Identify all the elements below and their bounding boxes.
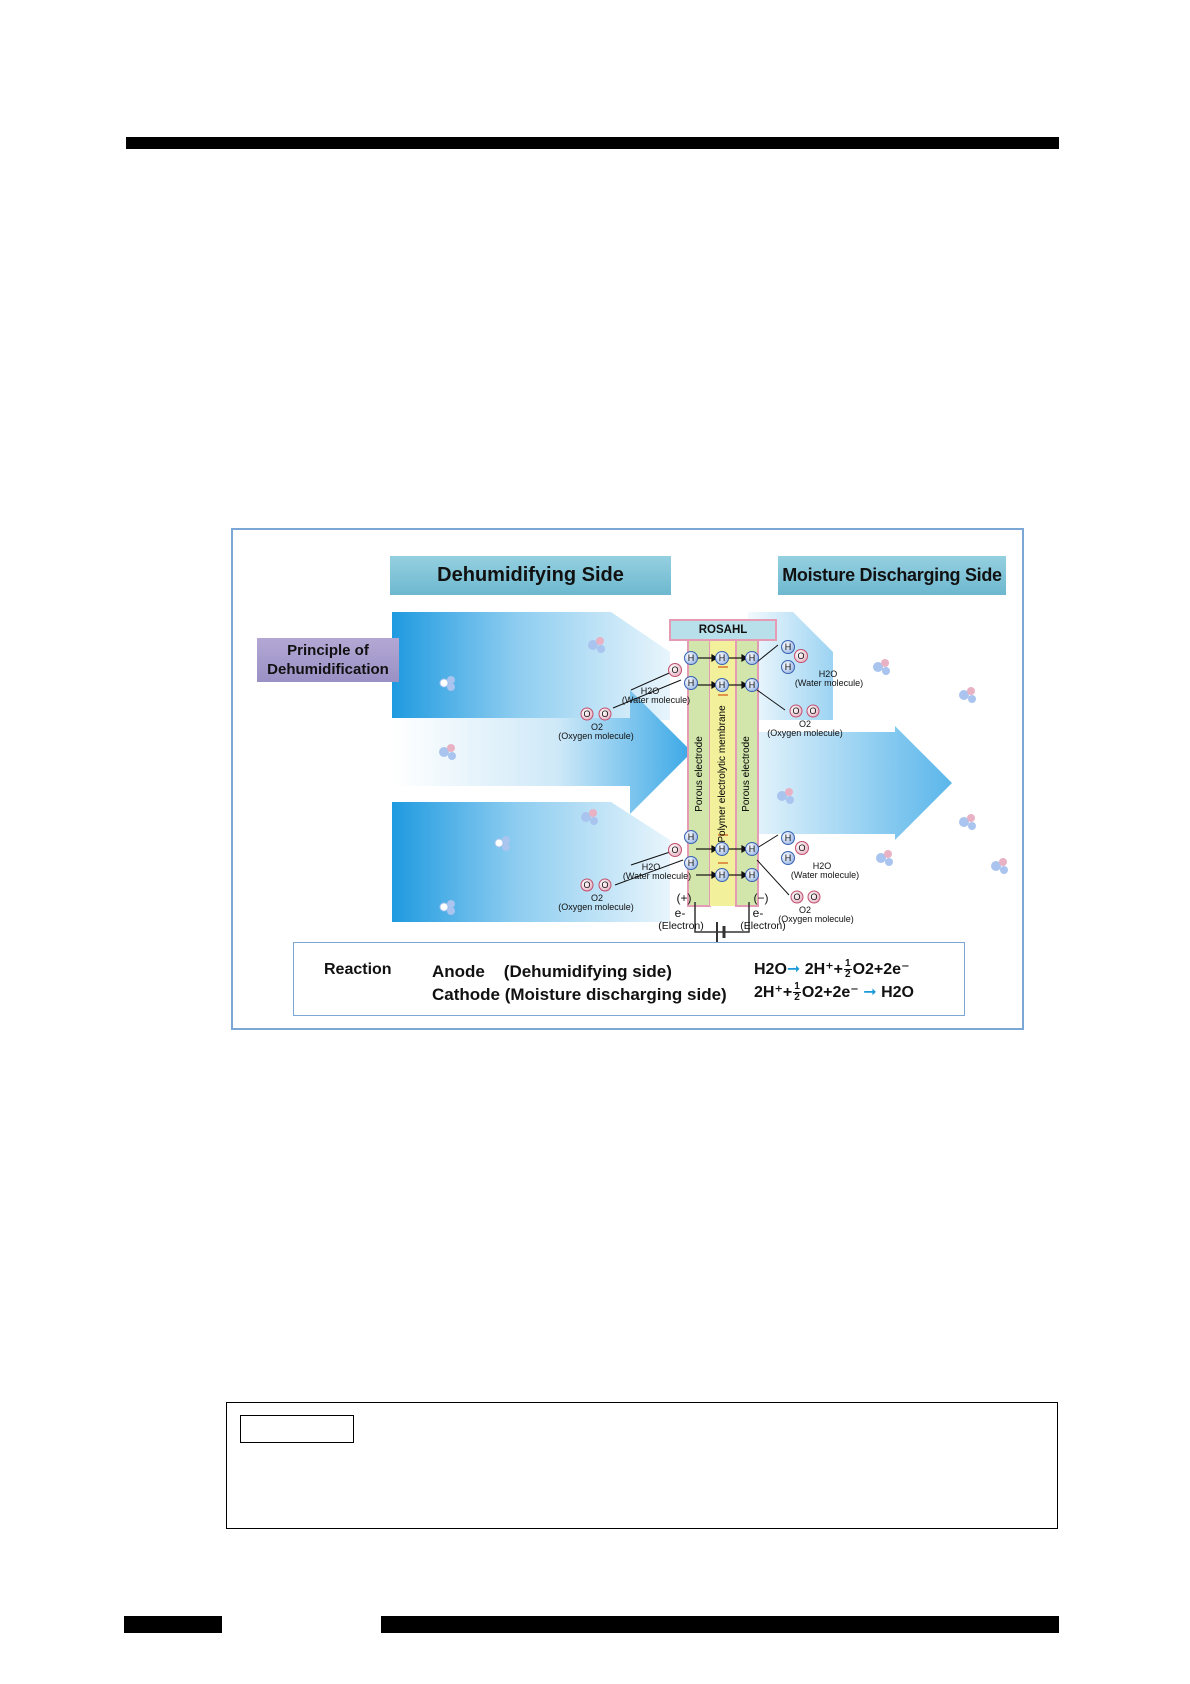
atom-h: H: [748, 653, 756, 663]
porous-electrode-left-label: Porous electrode: [694, 736, 705, 812]
cathode-lhs-b: O2+2e⁻: [801, 984, 859, 1001]
half-fraction: [844, 959, 852, 980]
negative-terminal: (−): [753, 891, 769, 905]
atom-o: O: [601, 880, 609, 890]
bottom-rule-right: [381, 1616, 1059, 1633]
atom-h: H: [748, 870, 756, 880]
anode-label: Anode (Dehumidifying side): [432, 962, 672, 981]
top-rule: [126, 137, 1059, 149]
atom-h: H: [687, 678, 695, 688]
oxygen-molecule-label: (Oxygen molecule): [778, 914, 854, 924]
electron-label-left: (Electron): [658, 920, 704, 932]
atom-h: H: [748, 844, 756, 854]
atom-o: O: [792, 706, 800, 716]
atom-h: H: [784, 853, 792, 863]
rosahl-label: ROSAHL: [698, 624, 748, 636]
atom-h: H: [718, 844, 726, 854]
oxygen-molecule-label: (Oxygen molecule): [558, 731, 634, 741]
o2-label: O2: [798, 719, 811, 729]
oxygen-molecule-label: (Oxygen molecule): [767, 728, 843, 738]
atom-h: H: [687, 858, 695, 868]
h2o-label: H2O: [640, 686, 660, 696]
arrow-icon: ➞: [863, 984, 877, 1001]
polymer-membrane-label: Polymer electrolytic membrane: [717, 705, 728, 843]
atom-h: H: [718, 680, 726, 690]
cathode-rhs: H2O: [881, 984, 914, 1001]
water-molecule-label: (Water molecule): [794, 678, 864, 688]
atom-h: H: [718, 870, 726, 880]
cathode-lhs-a: 2H⁺+: [754, 984, 793, 1001]
reaction-title: Reaction: [324, 961, 392, 978]
atom-h: H: [687, 832, 695, 842]
h2o-label: H2O: [641, 862, 661, 872]
atom-h: H: [748, 680, 756, 690]
half-fraction: [793, 982, 801, 1003]
water-molecule-label: (Water molecule): [790, 870, 860, 880]
atom-o: O: [809, 706, 817, 716]
frac-den: 2: [845, 969, 851, 981]
atom-h: H: [687, 653, 695, 663]
principle-of-dehumidification-label: Principle of Dehumidification: [257, 638, 399, 682]
o2-label: O2: [798, 905, 811, 915]
atom-h: H: [784, 642, 792, 652]
anode-rhs-b: O2+2e⁻: [852, 961, 910, 978]
atom-o: O: [797, 651, 805, 661]
frac-num: 1: [845, 958, 851, 970]
oxygen-molecule-label: (Oxygen molecule): [558, 902, 634, 912]
dehumidifying-side-header: Dehumidifying Side: [390, 556, 671, 595]
h2o-label: H2O: [818, 669, 838, 679]
atom-o: O: [793, 892, 801, 902]
positive-terminal: (+): [676, 891, 692, 905]
frac-den: 2: [794, 992, 800, 1004]
o2-label: O2: [590, 893, 603, 903]
atom-o: O: [798, 843, 806, 853]
atom-o: O: [671, 845, 679, 855]
porous-electrode-right-label: Porous electrode: [741, 736, 752, 812]
reaction-box: [293, 942, 965, 1016]
o2-label: O2: [590, 722, 603, 732]
atom-h: H: [718, 653, 726, 663]
h2o-label: H2O: [812, 861, 832, 871]
bottom-rule-left: [124, 1616, 222, 1633]
cathode-label: Cathode (Moisture discharging side): [432, 985, 727, 1004]
anode-rhs-a: 2H⁺+: [804, 961, 844, 978]
electron-label-right: (Electron): [740, 920, 786, 932]
frac-num: 1: [794, 981, 800, 993]
water-molecule-label: (Water molecule): [621, 695, 691, 705]
atom-h: H: [784, 662, 792, 672]
atom-o: O: [583, 880, 591, 890]
atom-o: O: [583, 709, 591, 719]
cathode-equation: [754, 982, 914, 1003]
dehumidification-figure: [231, 528, 1024, 1030]
atom-o: O: [671, 665, 679, 675]
note-tab: [240, 1415, 354, 1443]
water-molecule-label: (Water molecule): [622, 871, 692, 881]
atom-h: H: [784, 833, 792, 843]
moisture-discharging-side-header: Moisture Discharging Side: [778, 556, 1006, 595]
atom-o: O: [601, 709, 609, 719]
anode-equation: [754, 959, 910, 980]
electron-symbol-left: e-: [674, 906, 686, 920]
arrow-icon: ➞: [786, 961, 801, 978]
atom-o: O: [810, 892, 818, 902]
anode-lhs: H2O: [754, 961, 787, 978]
note-box: [226, 1402, 1058, 1529]
discharging-arrow: [748, 726, 952, 840]
electron-symbol-right: e-: [752, 906, 764, 920]
